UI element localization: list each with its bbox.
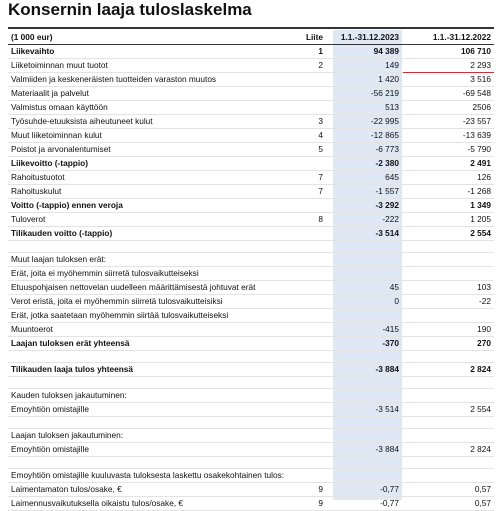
value-2022: 0,57 (402, 483, 494, 497)
value-2023: -12 865 (333, 129, 402, 143)
value-2022: -5 790 (402, 143, 494, 157)
row-label: Rahoituskulut (8, 185, 298, 199)
row-note (298, 469, 333, 483)
row-label: Materiaalit ja palvelut (8, 87, 298, 101)
row-note (298, 363, 333, 377)
value-2022: 2 824 (402, 363, 494, 377)
row-label: Liikevaihto (8, 45, 298, 59)
row-label: Liiketoiminnan muut tuotot (8, 59, 298, 73)
value-2023: -370 (333, 337, 402, 351)
unit-header: (1 000 eur) (8, 30, 298, 45)
row-note (298, 101, 333, 115)
row-note (298, 337, 333, 351)
spacer-cell (298, 457, 333, 469)
row-label: Tuloverot (8, 213, 298, 227)
value-2022: -69 548 (402, 87, 494, 101)
spacer-row (8, 457, 494, 469)
value-2023: 149 (333, 59, 402, 73)
value-2022: 2 554 (402, 227, 494, 241)
spacer-cell (333, 351, 402, 363)
value-2022: 2 293 (402, 59, 494, 73)
value-2022: 1 349 (402, 199, 494, 213)
row-label: Kauden tuloksen jakautuminen: (8, 389, 298, 403)
value-2023: -3 514 (333, 403, 402, 417)
spacer-row (8, 377, 494, 389)
row-label: Tilikauden voitto (-tappio) (8, 227, 298, 241)
value-2022: 2506 (402, 101, 494, 115)
row-label: Etuuspohjaisen nettovelan uudelleen määrittämisestä johtuvat erät (8, 281, 298, 295)
table-row (8, 185, 494, 199)
value-2023: 513 (333, 101, 402, 115)
row-label: Liikevoitto (-tappio) (8, 157, 298, 171)
value-2023: -3 884 (333, 363, 402, 377)
spacer-cell (333, 417, 402, 429)
row-note: 7 (298, 185, 333, 199)
table-row (8, 389, 494, 403)
value-2022: 103 (402, 281, 494, 295)
value-2022: 106 710 (402, 45, 494, 59)
table-row (8, 281, 494, 295)
col-2022-header: 1.1.-31.12.2022 (402, 30, 494, 45)
spacer-cell (298, 351, 333, 363)
table-row (8, 429, 494, 443)
row-note (298, 267, 333, 281)
value-2023: 94 389 (333, 45, 402, 59)
table-row (8, 45, 494, 59)
value-2022: 1 205 (402, 213, 494, 227)
value-2023: -3 884 (333, 443, 402, 457)
row-label: Laimentamaton tulos/osake, € (8, 483, 298, 497)
spacer-cell (402, 241, 494, 253)
row-label: Poistot ja arvonalentumiset (8, 143, 298, 157)
value-2023: -56 219 (333, 87, 402, 101)
table-row (8, 129, 494, 143)
table-row (8, 115, 494, 129)
table-row (8, 73, 494, 87)
table-row (8, 157, 494, 171)
value-2023: 0 (333, 295, 402, 309)
table-row (8, 143, 494, 157)
row-note (298, 253, 333, 267)
spacer-cell (402, 457, 494, 469)
value-2022: 0,57 (402, 497, 494, 511)
row-note (298, 281, 333, 295)
value-2022: 2 554 (402, 403, 494, 417)
value-2022 (402, 267, 494, 281)
value-2023: -0,77 (333, 497, 402, 511)
row-label: Verot eristä, joita ei myöhemmin siirretä tulosvaikutteisiksi (8, 295, 298, 309)
row-label: Voitto (-tappio) ennen veroja (8, 199, 298, 213)
spacer-cell (402, 417, 494, 429)
highlight-underline (403, 72, 494, 73)
row-note: 8 (298, 213, 333, 227)
row-label: Rahoitustuotot (8, 171, 298, 185)
table-row (8, 199, 494, 213)
value-2023 (333, 253, 402, 267)
value-2022: 3 516 (402, 73, 494, 87)
row-note (298, 389, 333, 403)
value-2023: -2 380 (333, 157, 402, 171)
value-2022: 2 491 (402, 157, 494, 171)
value-2023 (333, 429, 402, 443)
spacer-cell (333, 457, 402, 469)
row-label: Valmistus omaan käyttöön (8, 101, 298, 115)
title-rule (8, 27, 494, 29)
row-note (298, 323, 333, 337)
table-row (8, 59, 494, 73)
row-note: 7 (298, 171, 333, 185)
row-note (298, 227, 333, 241)
row-label: Työsuhde-etuuksista aiheutuneet kulut (8, 115, 298, 129)
row-note: 3 (298, 115, 333, 129)
row-label: Tilikauden laaja tulos yhteensä (8, 363, 298, 377)
value-2022: 270 (402, 337, 494, 351)
value-2023: 45 (333, 281, 402, 295)
table-row (8, 469, 494, 483)
spacer-cell (8, 377, 298, 389)
spacer-cell (8, 351, 298, 363)
row-note: 9 (298, 483, 333, 497)
table-row (8, 443, 494, 457)
value-2023: -415 (333, 323, 402, 337)
row-note: 9 (298, 497, 333, 511)
spacer-cell (8, 457, 298, 469)
value-2023: 645 (333, 171, 402, 185)
value-2023: -22 995 (333, 115, 402, 129)
row-label: Muut laajan tuloksen erät: (8, 253, 298, 267)
spacer-cell (402, 377, 494, 389)
value-2023: 1 420 (333, 73, 402, 87)
value-2023: -3 514 (333, 227, 402, 241)
row-note (298, 309, 333, 323)
table-row (8, 323, 494, 337)
value-2022 (402, 429, 494, 443)
table-row (8, 309, 494, 323)
value-2022: 2 824 (402, 443, 494, 457)
value-2022 (402, 469, 494, 483)
value-2022 (402, 253, 494, 267)
row-label: Erät, joita ei myöhemmin siirretä tulosvaikutteiseksi (8, 267, 298, 281)
value-2023 (333, 267, 402, 281)
row-label: Muut liiketoiminnan kulut (8, 129, 298, 143)
value-2022: -13 639 (402, 129, 494, 143)
row-note: 5 (298, 143, 333, 157)
page-title: Konsernin laaja tuloslaskelma (8, 0, 252, 19)
value-2022: 126 (402, 171, 494, 185)
row-note (298, 295, 333, 309)
note-header: Liite (298, 30, 333, 45)
spacer-cell (402, 351, 494, 363)
row-label: Emoyhtiön omistajille (8, 443, 298, 457)
value-2022: 190 (402, 323, 494, 337)
table-row (8, 403, 494, 417)
value-2023 (333, 309, 402, 323)
table-row (8, 87, 494, 101)
value-2022 (402, 389, 494, 403)
row-label: Erät, jotka saatetaan myöhemmin siirtää tulosvaikutteiseksi (8, 309, 298, 323)
row-note (298, 199, 333, 213)
table-row (8, 171, 494, 185)
row-note (298, 443, 333, 457)
spacer-row (8, 241, 494, 253)
table-row (8, 213, 494, 227)
table-row (8, 295, 494, 309)
value-2022 (402, 309, 494, 323)
row-label: Laimennusvaikutuksella oikaistu tulos/osake, € (8, 497, 298, 511)
row-label: Laajan tuloksen erät yhteensä (8, 337, 298, 351)
spacer-cell (8, 417, 298, 429)
spacer-cell (298, 377, 333, 389)
spacer-cell (333, 377, 402, 389)
value-2023: -3 292 (333, 199, 402, 213)
col-2023-header: 1.1.-31.12.2023 (333, 30, 402, 45)
spacer-cell (8, 241, 298, 253)
value-2023: -6 773 (333, 143, 402, 157)
value-2022: -23 557 (402, 115, 494, 129)
row-label: Valmiiden ja keskeneräisten tuotteiden varaston muutos (8, 73, 298, 87)
row-note (298, 403, 333, 417)
table-header-row (8, 30, 494, 45)
value-2022: -22 (402, 295, 494, 309)
value-2023: -222 (333, 213, 402, 227)
table-row (8, 483, 494, 497)
row-note (298, 87, 333, 101)
value-2023: -1 557 (333, 185, 402, 199)
table-row (8, 497, 494, 511)
row-label: Emoyhtiön omistajille kuuluvasta tuloksesta laskettu osakekohtainen tulos: (8, 469, 298, 483)
spacer-cell (298, 241, 333, 253)
row-note (298, 73, 333, 87)
row-label: Muuntoerot (8, 323, 298, 337)
value-2022: -1 268 (402, 185, 494, 199)
row-note (298, 157, 333, 171)
spacer-row (8, 417, 494, 429)
table-row (8, 101, 494, 115)
spacer-cell (298, 417, 333, 429)
income-statement-table (8, 30, 494, 511)
table-row (8, 253, 494, 267)
row-note: 4 (298, 129, 333, 143)
table-row (8, 363, 494, 377)
table-row (8, 227, 494, 241)
row-label: Laajan tuloksen jakautuminen: (8, 429, 298, 443)
table-row (8, 337, 494, 351)
table-row (8, 267, 494, 281)
spacer-cell (333, 241, 402, 253)
spacer-row (8, 351, 494, 363)
row-note: 1 (298, 45, 333, 59)
value-2023 (333, 469, 402, 483)
value-2023: -0,77 (333, 483, 402, 497)
value-2023 (333, 389, 402, 403)
row-label: Emoyhtiön omistajille (8, 403, 298, 417)
row-note (298, 429, 333, 443)
row-note: 2 (298, 59, 333, 73)
